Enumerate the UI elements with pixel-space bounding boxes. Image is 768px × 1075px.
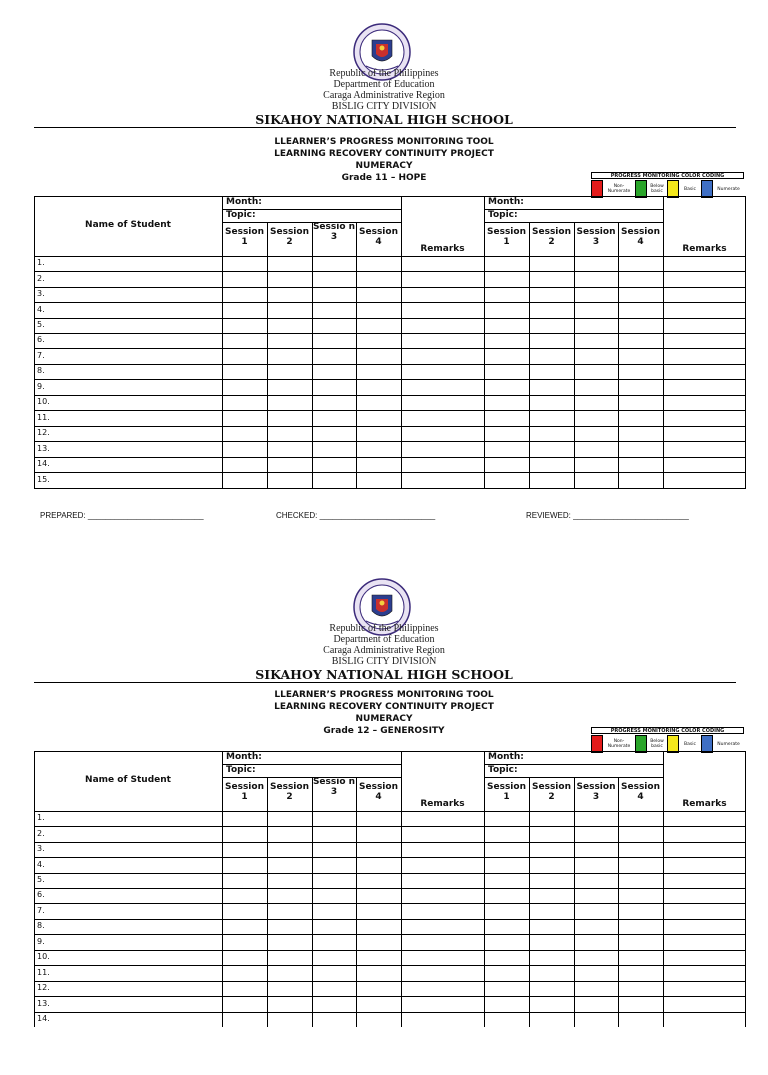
header-region: Caraga Administrative Region <box>323 645 445 656</box>
legend-title: PROGRESS MONITORING COLOR CODING <box>591 727 744 734</box>
progress-table <box>34 196 746 488</box>
table-row-number: 10. <box>37 397 50 406</box>
legend-label: Numerate <box>717 186 740 192</box>
month-label: Month: <box>488 752 524 762</box>
header-division: BISLIG CITY DIVISION <box>331 101 437 112</box>
topic-label: Topic: <box>226 765 256 775</box>
table-row-number: 6. <box>37 890 45 899</box>
table-row-number: 8. <box>37 366 45 375</box>
color-coding-legend <box>591 172 744 198</box>
subject-title: NUMERACY <box>355 714 413 724</box>
table-row-number: 7. <box>37 351 45 360</box>
table-row-number: 8. <box>37 921 45 930</box>
session-header: Sessio n 3 <box>312 777 356 797</box>
session-header: Session 2 <box>270 227 309 247</box>
month-label: Month: <box>226 752 262 762</box>
legend-label: Below basic <box>650 739 664 749</box>
legend-label: Below basic <box>650 184 664 194</box>
school-name: SIKAHOY NATIONAL HIGH SCHOOL <box>255 667 513 682</box>
header-divider <box>34 127 736 128</box>
session-header: Session 4 <box>359 227 398 247</box>
session-header: Session 3 <box>576 782 616 802</box>
grade-section: Grade 12 – GENEROSITY <box>323 726 445 736</box>
table-row-number: 12. <box>37 983 50 992</box>
remarks-header: Remarks <box>420 244 465 254</box>
table-row-number: 3. <box>37 289 45 298</box>
header-divider <box>34 682 736 683</box>
session-header: Session 1 <box>225 782 264 802</box>
table-row-number: 14. <box>37 459 50 468</box>
header-department: Department of Education <box>333 634 435 645</box>
session-header: Session 1 <box>487 227 526 247</box>
table-row-number: 11. <box>37 968 50 977</box>
doc-title: LLEARNER’S PROGRESS MONITORING TOOL <box>274 137 494 147</box>
name-of-student-header: Name of Student <box>85 220 171 230</box>
session-header: Session 4 <box>359 782 398 802</box>
header-country: Republic of the Philippines <box>329 623 439 634</box>
session-header: Session 4 <box>621 782 660 802</box>
table-row-number: 4. <box>37 860 45 869</box>
color-coding-legend <box>591 727 744 753</box>
doc-title: LLEARNER’S PROGRESS MONITORING TOOL <box>274 690 494 700</box>
table-row-number: 1. <box>37 813 45 822</box>
table-row-number: 3. <box>37 844 45 853</box>
project-title: LEARNING RECOVERY CONTINUITY PROJECT <box>274 149 494 159</box>
sheet-grade-12 <box>0 555 768 1075</box>
header-region: Caraga Administrative Region <box>323 90 445 101</box>
reviewed-signature: REVIEWED: __________________________ <box>526 511 689 520</box>
remarks-header: Remarks <box>682 799 727 809</box>
table-row-number: 6. <box>37 335 45 344</box>
legend-label: Basic <box>684 186 696 192</box>
grade-section: Grade 11 – HOPE <box>341 173 427 183</box>
topic-label: Topic: <box>226 210 256 220</box>
month-label: Month: <box>488 197 524 207</box>
table-row-number: 1. <box>37 258 45 267</box>
session-header: Sessio n 3 <box>312 222 356 242</box>
table-row-number: 2. <box>37 829 45 838</box>
legend-label: Non-Numerate <box>607 184 631 194</box>
legend-title: PROGRESS MONITORING COLOR CODING <box>591 172 744 179</box>
table-row-number: 13. <box>37 999 50 1008</box>
topic-label: Topic: <box>488 210 518 220</box>
session-header: Session 1 <box>487 782 526 802</box>
subject-title: NUMERACY <box>355 161 413 171</box>
checked-signature: CHECKED: __________________________ <box>276 511 436 520</box>
header-division: BISLIG CITY DIVISION <box>331 656 437 667</box>
topic-label: Topic: <box>488 765 518 775</box>
legend-label: Non-Numerate <box>607 739 631 749</box>
table-row-number: 7. <box>37 906 45 915</box>
month-label: Month: <box>226 197 262 207</box>
sheet-grade-11 <box>0 0 768 520</box>
session-header: Session 2 <box>532 227 571 247</box>
remarks-header: Remarks <box>420 799 465 809</box>
project-title: LEARNING RECOVERY CONTINUITY PROJECT <box>274 702 494 712</box>
table-row-number: 4. <box>37 305 45 314</box>
table-row-number: 5. <box>37 875 45 884</box>
school-name: SIKAHOY NATIONAL HIGH SCHOOL <box>255 112 513 127</box>
table-row-number: 2. <box>37 274 45 283</box>
session-header: Session 4 <box>621 227 660 247</box>
table-row-number: 9. <box>37 382 45 391</box>
legend-label: Basic <box>684 741 696 747</box>
session-header: Session 1 <box>225 227 264 247</box>
table-row-number: 9. <box>37 937 45 946</box>
legend-label: Numerate <box>717 741 740 747</box>
session-header: Session 3 <box>576 227 616 247</box>
session-header: Session 2 <box>532 782 571 802</box>
table-row-number: 14. <box>37 1014 50 1023</box>
header-country: Republic of the Philippines <box>329 68 439 79</box>
table-row-number: 13. <box>37 444 50 453</box>
table-row-number: 11. <box>37 413 50 422</box>
table-row-number: 5. <box>37 320 45 329</box>
name-of-student-header: Name of Student <box>85 775 171 785</box>
header-department: Department of Education <box>333 79 435 90</box>
progress-table <box>34 751 746 1027</box>
session-header: Session 2 <box>270 782 309 802</box>
table-row-number: 10. <box>37 952 50 961</box>
table-row-number: 12. <box>37 428 50 437</box>
prepared-signature: PREPARED: __________________________ <box>40 511 204 520</box>
table-row-number: 15. <box>37 475 50 484</box>
remarks-header: Remarks <box>682 244 727 254</box>
